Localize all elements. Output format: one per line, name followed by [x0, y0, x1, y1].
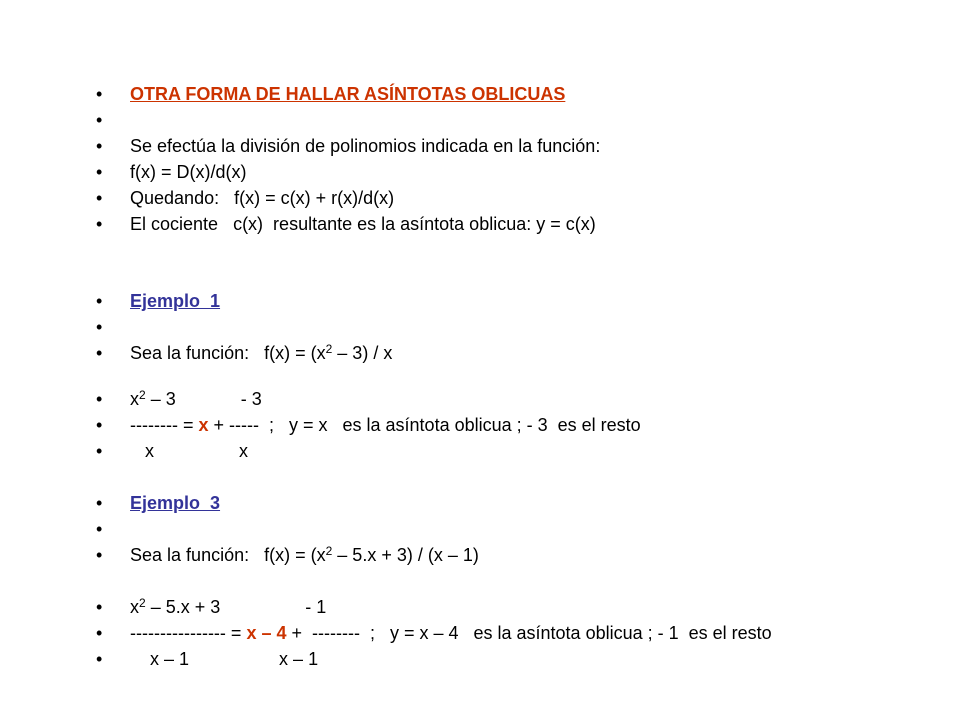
numerator-text: x: [130, 389, 140, 409]
bullet: •: [96, 162, 103, 182]
function-text: Sea la función: f(x) = (x: [130, 343, 326, 363]
exponent: 2: [139, 596, 146, 610]
intro-text: Quedando: f(x) = c(x) + r(x)/d(x): [130, 188, 395, 208]
function-text: – 3) / x: [332, 343, 393, 363]
exponent: 2: [139, 388, 146, 402]
bullet: •: [96, 84, 103, 104]
bullet: •: [96, 493, 103, 513]
bullet: •: [96, 519, 103, 539]
intro-line-4: [76, 191, 596, 257]
bullet: •: [96, 136, 103, 156]
bullet: •: [96, 317, 103, 337]
function-text: Sea la función: f(x) = (x: [130, 545, 326, 565]
exponent: 2: [325, 342, 333, 356]
bullet: •: [96, 214, 103, 234]
bullet: •: [96, 441, 103, 461]
division-text: + -------- ; y = x – 4 es la asíntota oblicua ; - 1 es el resto: [286, 623, 772, 643]
function-text: – 5.x + 3) / (x – 1): [332, 545, 479, 565]
bullet: •: [96, 389, 103, 409]
bullet: •: [96, 649, 103, 669]
bullet: •: [96, 110, 103, 130]
intro-text: El cociente c(x) resultante es la asíntota oblicua: y = c(x): [130, 214, 596, 234]
intro-text: Se efectúa la división de polinomios indicada en la función:: [130, 136, 601, 156]
division-text: + ----- ; y = x es la asíntota oblicua ; - 3 es el resto: [208, 415, 641, 435]
denominator-text: x x: [130, 441, 249, 461]
intro-text: f(x) = D(x)/d(x): [130, 162, 247, 182]
bullet: •: [96, 545, 103, 565]
example-3-denominator: [76, 626, 318, 692]
denominator-text: x – 1 x – 1: [130, 649, 319, 669]
bullet: •: [96, 291, 103, 311]
example-1-heading: Ejemplo 1: [130, 291, 221, 311]
bullet: •: [96, 597, 103, 617]
example-3-heading: Ejemplo 3: [130, 493, 221, 513]
quotient: x – 4: [246, 623, 287, 643]
bullet: •: [96, 188, 103, 208]
division-text: ---------------- =: [130, 623, 247, 643]
division-text: -------- =: [130, 415, 199, 435]
bullet: •: [96, 343, 103, 363]
quotient: x: [198, 415, 209, 435]
exponent: 2: [325, 544, 333, 558]
numerator-text: x: [130, 597, 140, 617]
numerator-text: – 3 - 3: [145, 389, 262, 409]
slide-title: OTRA FORMA DE HALLAR ASÍNTOTAS OBLICUAS: [130, 84, 566, 104]
numerator-text: – 5.x + 3 - 1: [145, 597, 327, 617]
bullet: •: [96, 415, 103, 435]
bullet: •: [96, 623, 103, 643]
